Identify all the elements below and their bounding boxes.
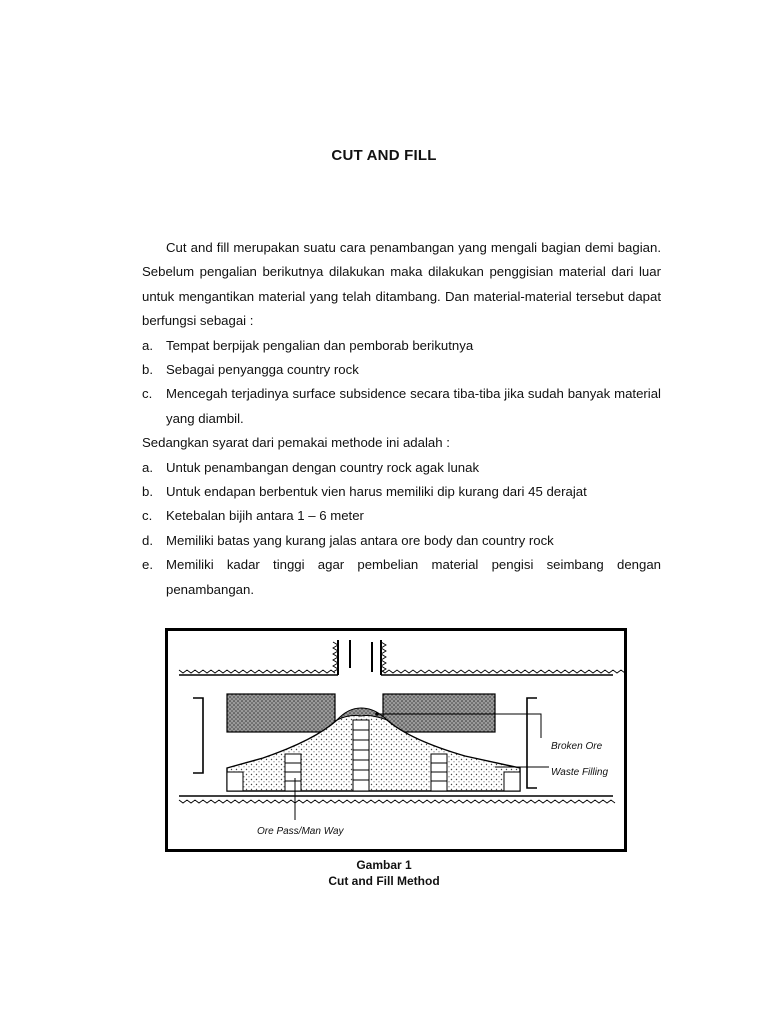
broken-ore-leader-dot — [375, 712, 379, 716]
list-item-text: Mencegah terjadinya surface subsidence secara tiba-tiba jika sudah banyak material yang diambil. — [166, 386, 661, 426]
document-title: CUT AND FILL — [331, 147, 437, 164]
requirements-list — [142, 456, 661, 602]
upper-ore-right — [383, 694, 495, 732]
list-item-text: Untuk endapan berbentuk vien harus memiliki dip kurang dari 45 derajat — [166, 484, 587, 500]
list-item — [142, 358, 661, 382]
intro-paragraph: Cut and fill merupakan suatu cara penambangan yang mengali bagian demi bagian. Sebelum pengalian berikutnya dilakukan maka dilakukan penggisian material dari luar untuk mengantikan material yang telah ditambang. Dan material-material tersebut dapat berfungsi sebagai : — [142, 240, 661, 329]
list-item — [142, 504, 661, 528]
figure-caption — [0, 857, 768, 889]
left-edge-cell — [227, 772, 243, 791]
list-item — [142, 456, 661, 480]
caption-line-1: Gambar 1 — [356, 858, 412, 872]
requirements-intro: Sedangkan syarat dari pemakai methode ini adalah : — [142, 435, 450, 451]
upper-ore-left — [227, 694, 335, 732]
cut-and-fill-diagram — [165, 628, 627, 852]
right-ore-pass — [431, 754, 447, 791]
list-item-text: Sebagai penyangga country rock — [166, 362, 359, 378]
broken-ore-label: Broken Ore — [551, 741, 603, 752]
list-item — [142, 480, 661, 504]
right-edge-cell — [504, 772, 520, 791]
list-item — [142, 553, 661, 602]
list-item-text: Memiliki batas yang kurang jalas antara ore body dan country rock — [166, 532, 554, 548]
list-marker: a. — [142, 459, 153, 475]
list-marker: c. — [142, 386, 153, 402]
left-ore-pass — [285, 754, 301, 791]
central-ore-pass — [353, 720, 369, 791]
list-item — [142, 529, 661, 553]
list-item-text: Memiliki kadar tinggi agar pembelian material pengisi seimbang dengan penambangan. — [166, 557, 661, 597]
ore-pass-label: Ore Pass/Man Way — [257, 826, 344, 837]
list-marker: b. — [142, 484, 153, 500]
list-marker: d. — [142, 532, 153, 548]
list-item-text: Ketebalan bijih antara 1 – 6 meter — [166, 508, 364, 524]
document-body — [142, 236, 661, 602]
list-item-text: Untuk penambangan dengan country rock agak lunak — [166, 459, 480, 475]
waste-filling-label: Waste Filling — [551, 767, 609, 778]
list-marker: a. — [142, 337, 153, 353]
list-item-text: Tempat berpijak pengalian dan pemborab berikutnya — [166, 337, 474, 353]
list-marker: e. — [142, 557, 153, 573]
functions-list — [142, 334, 661, 432]
caption-line-2: Cut and Fill Method — [328, 874, 440, 888]
list-marker: c. — [142, 508, 153, 524]
list-item — [142, 334, 661, 358]
list-marker: b. — [142, 362, 153, 378]
list-item — [142, 382, 661, 431]
